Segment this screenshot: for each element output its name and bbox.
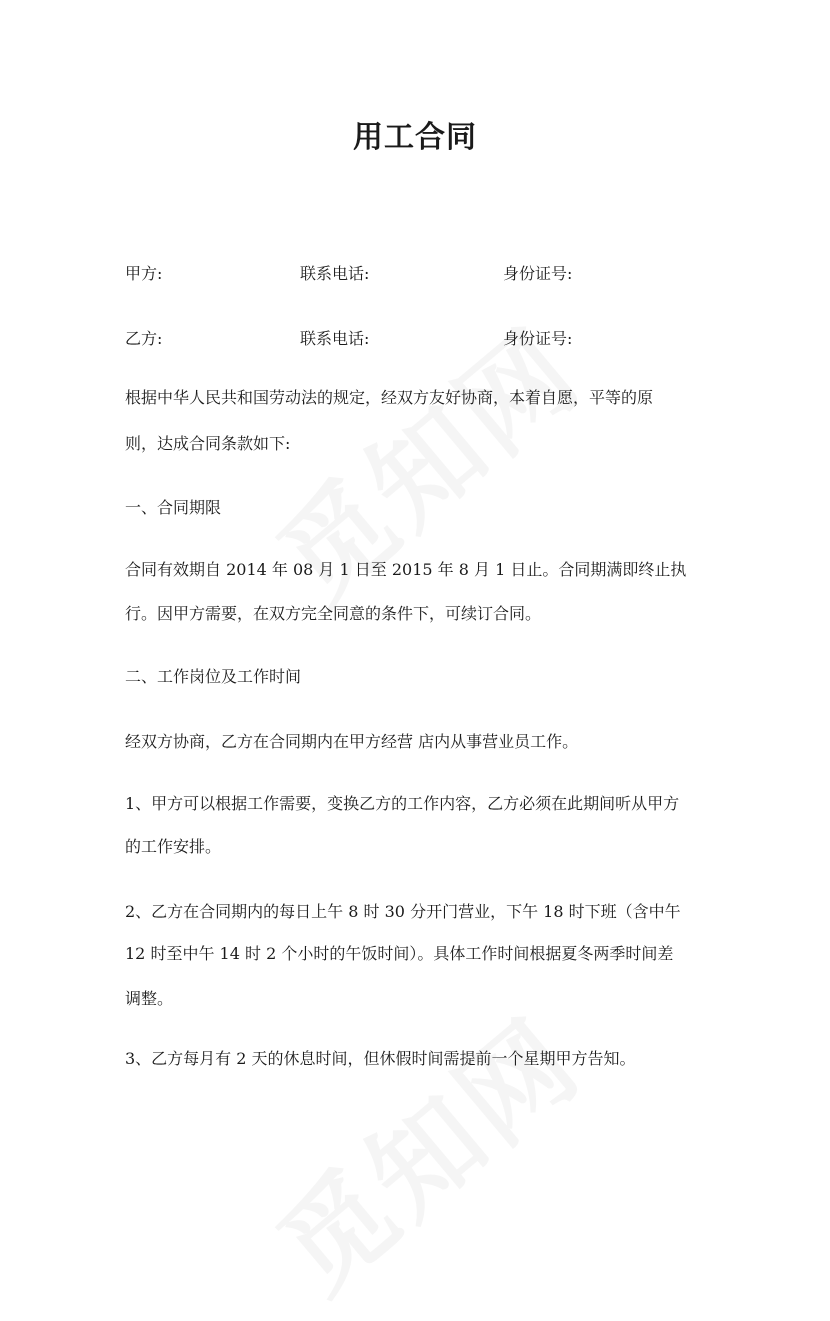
section2-intro: 经双方协商，乙方在合同期内在甲方经营 店内从事营业员工作。: [125, 732, 579, 751]
item2-line: 2、乙方在合同期内的每日上午 8 时 30 分开门营业，下午 18 时下班（含中午: [125, 902, 681, 921]
party-a-phone-label: 联系电话:: [300, 264, 370, 283]
section1-heading: 一、合同期限: [125, 498, 222, 517]
item3-line: 3、乙方每月有 2 天的休息时间，但休假时间需提前一个星期甲方告知。: [125, 1049, 636, 1068]
intro-line: 则，达成合同条款如下:: [125, 434, 291, 453]
watermark: [240, 977, 608, 1321]
intro-line: 根据中华人民共和国劳动法的规定，经双方友好协商，本着自愿，平等的原: [125, 388, 654, 407]
item1-line: 的工作安排。: [125, 837, 222, 856]
section2-heading: 二、工作岗位及工作时间: [125, 667, 302, 686]
party-b-id-label: 身份证号:: [503, 329, 573, 348]
party-b-label: 乙方:: [125, 329, 163, 348]
section1-body-line: 行。因甲方需要，在双方完全同意的条件下，可续订合同。: [125, 604, 542, 623]
section1-body-line: 合同有效期自 2014 年 08 月 1 日至 2015 年 8 月 1 日止。合同期满即终止执: [125, 560, 687, 579]
party-a-id-label: 身份证号:: [503, 264, 573, 283]
party-a-label: 甲方:: [125, 264, 163, 283]
document-title: 用工合同: [353, 120, 477, 155]
party-b-phone-label: 联系电话:: [300, 329, 370, 348]
item2-line: 12 时至中午 14 时 2 个小时的午饭时间）。具体工作时间根据夏冬两季时间差: [125, 944, 674, 963]
item1-line: 1、甲方可以根据工作需要，变换乙方的工作内容，乙方必须在此期间听从甲方: [125, 794, 680, 813]
item2-line: 调整。: [125, 989, 174, 1008]
